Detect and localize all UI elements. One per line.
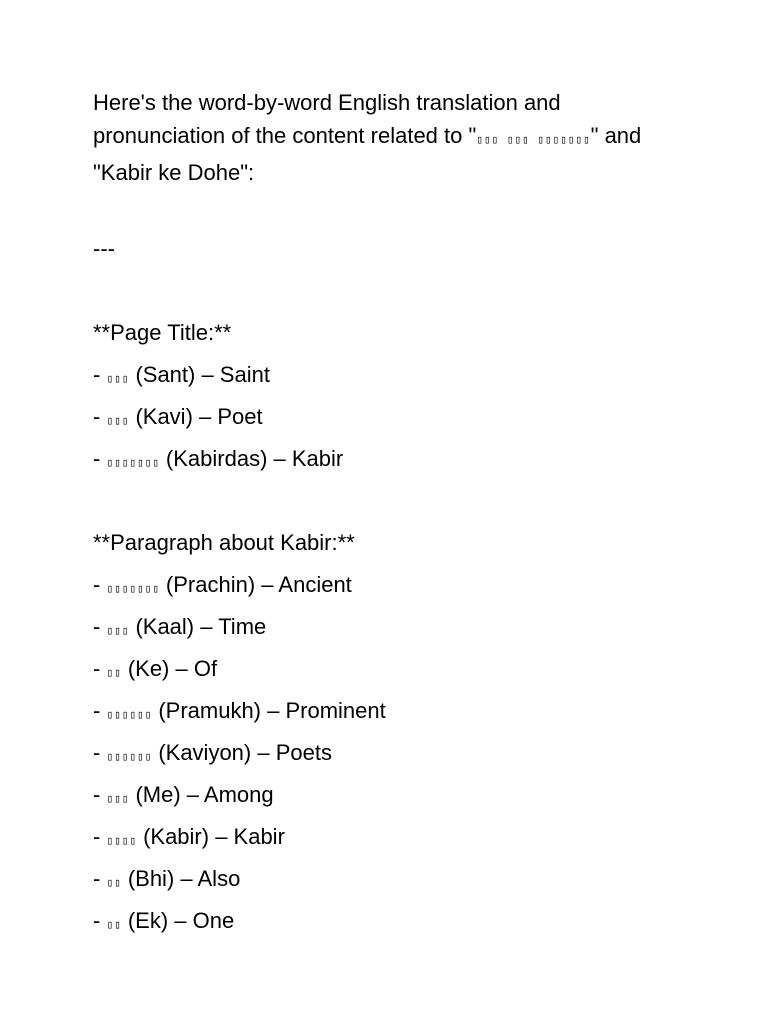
intro-devanagari-glyphs: ▯▯▯ ▯▯▯ ▯▯▯▯▯▯▯ <box>476 133 591 146</box>
entry-dash: - <box>93 404 107 429</box>
list-item <box>93 570 693 604</box>
list-item <box>93 402 693 436</box>
entry-text: (Sant) – Saint <box>129 362 270 387</box>
entry-text: (Kabirdas) – Kabir <box>159 446 344 471</box>
intro-paragraph <box>93 86 693 189</box>
list-item <box>93 654 693 688</box>
entry-text: (Pramukh) – Prominent <box>152 698 386 723</box>
entry-dash: - <box>93 614 107 639</box>
entry-dash: - <box>93 362 107 387</box>
entry-text: (Ek) – One <box>121 908 235 933</box>
entry-text: (Kaal) – Time <box>129 614 267 639</box>
entry-devanagari-glyphs: ▯▯▯ <box>106 624 130 637</box>
entry-devanagari-glyphs: ▯▯▯▯▯▯▯ <box>106 456 160 469</box>
entry-dash: - <box>93 698 107 723</box>
paragraph-about-kabir-section <box>93 528 693 948</box>
list-item <box>93 822 693 856</box>
entry-text: (Ke) – Of <box>121 656 218 681</box>
entry-devanagari-glyphs: ▯▯ <box>106 876 122 889</box>
list-item <box>93 906 693 940</box>
entry-dash: - <box>93 908 107 933</box>
entry-devanagari-glyphs: ▯▯▯ <box>106 792 130 805</box>
entry-text: (Kavi) – Poet <box>129 404 263 429</box>
entry-text: (Kabir) – Kabir <box>136 824 285 849</box>
list-item <box>93 780 693 814</box>
section-heading-page-title: **Page Title:** <box>93 320 232 345</box>
entry-text: (Prachin) – Ancient <box>159 572 352 597</box>
entry-text: (Kaviyon) – Poets <box>152 740 332 765</box>
entry-dash: - <box>93 824 107 849</box>
entry-devanagari-glyphs: ▯▯▯▯▯▯▯ <box>106 582 160 595</box>
separator-line: --- <box>93 236 115 261</box>
page-title-section <box>93 318 693 486</box>
entry-devanagari-glyphs: ▯▯▯▯▯▯ <box>106 750 153 763</box>
entry-devanagari-glyphs: ▯▯▯▯ <box>106 834 137 847</box>
entry-devanagari-glyphs: ▯▯▯▯▯▯ <box>106 708 153 721</box>
entry-devanagari-glyphs: ▯▯ <box>106 666 122 679</box>
entry-dash: - <box>93 656 107 681</box>
intro-text-end: " and "Kabir ke Dohe": <box>93 123 642 185</box>
entry-dash: - <box>93 446 107 471</box>
entry-devanagari-glyphs: ▯▯▯ <box>106 414 130 427</box>
entry-dash: - <box>93 572 107 597</box>
entry-text: (Bhi) – Also <box>121 866 241 891</box>
intro-text-start: Here's the word-by-word English translation and pronunciation of the content related to " <box>93 90 561 148</box>
entry-devanagari-glyphs: ▯▯▯ <box>106 372 130 385</box>
section-heading-paragraph-about-kabir: **Paragraph about Kabir:** <box>93 530 355 555</box>
list-item <box>93 612 693 646</box>
entry-devanagari-glyphs: ▯▯ <box>106 918 122 931</box>
list-item <box>93 864 693 898</box>
list-item <box>93 696 693 730</box>
entry-dash: - <box>93 782 107 807</box>
list-item <box>93 738 693 772</box>
document-page <box>93 86 693 933</box>
entry-dash: - <box>93 740 107 765</box>
entry-dash: - <box>93 866 107 891</box>
list-item <box>93 444 693 478</box>
entry-text: (Me) – Among <box>129 782 274 807</box>
list-item <box>93 360 693 394</box>
